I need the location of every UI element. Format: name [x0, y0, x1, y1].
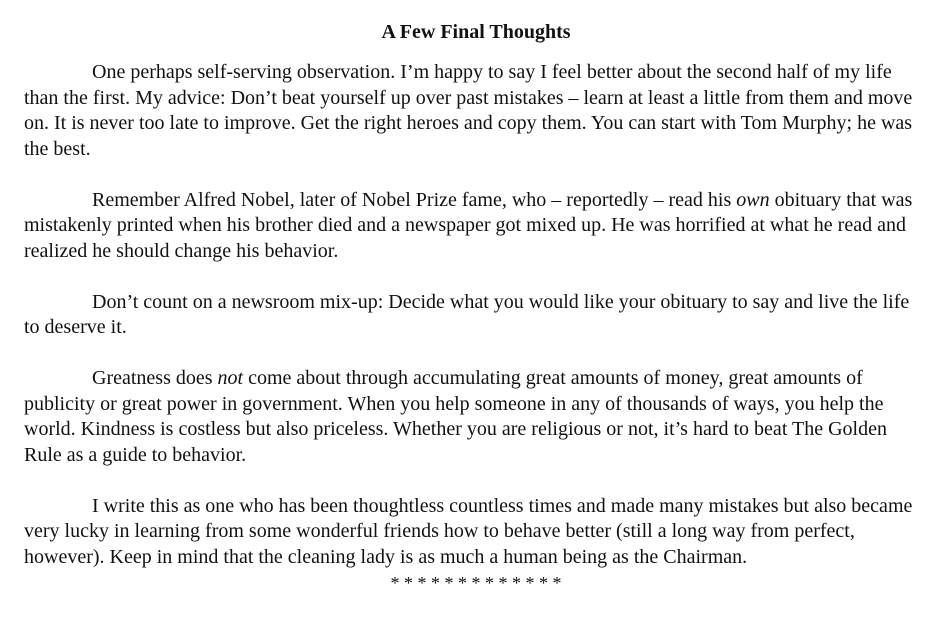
paragraph-text: Don’t count on a newsroom mix-up: Decide what you would like your obituary to say and live the life to deserve it.	[24, 290, 910, 338]
emphasis-own: own	[736, 188, 770, 211]
paragraph-text: obituary that was mistakenly printed when his brother died and a newspaper got mixed up. He was horrified at what he read and realized he should change his behavior.	[24, 188, 913, 262]
paragraph-text: Remember Alfred Nobel, later of Nobel Prize fame, who – reportedly – read his	[92, 188, 737, 211]
paragraph-text: Greatness does	[92, 367, 218, 389]
paragraph-observation	[24, 60, 928, 162]
document-title: A Few Final Thoughts	[381, 21, 571, 43]
paragraph-text: I write this as one who has been thoughtless countless times and made many mistakes but also became very lucky in learning from some wonderful friends how to behave better (still a long way from perfect, however). Keep in mind that the cleaning lady is as much a human being as the Chairman.	[24, 494, 913, 568]
paragraph-closing	[24, 494, 928, 571]
emphasis-not: not	[217, 367, 244, 389]
paragraph-obituary	[24, 290, 928, 341]
paragraph-greatness	[24, 366, 928, 468]
paragraph-text: One perhaps self-serving observation. I’m happy to say I feel better about the second half of my life than the first. My advice: Don’t beat yourself up over past mistakes – learn at least a little from them and move on. It is never too late to improve. Get the right heroes and copy them. You can start with Tom Murphy; he was the best.	[24, 61, 913, 160]
paragraph-nobel	[24, 188, 928, 265]
paragraph-text: come about through accumulating great amounts of money, great amounts of publicity or great power in government. When you help someone in any of thousands of ways, you help the world. Kindness is costless but also priceless. Whether you are religious or not, it’s hard to beat The Golden Rule as a guide to behavior.	[24, 367, 887, 466]
document-page	[24, 18, 928, 594]
asterisk-divider: * * * * * * * * * * * * *	[390, 573, 562, 593]
